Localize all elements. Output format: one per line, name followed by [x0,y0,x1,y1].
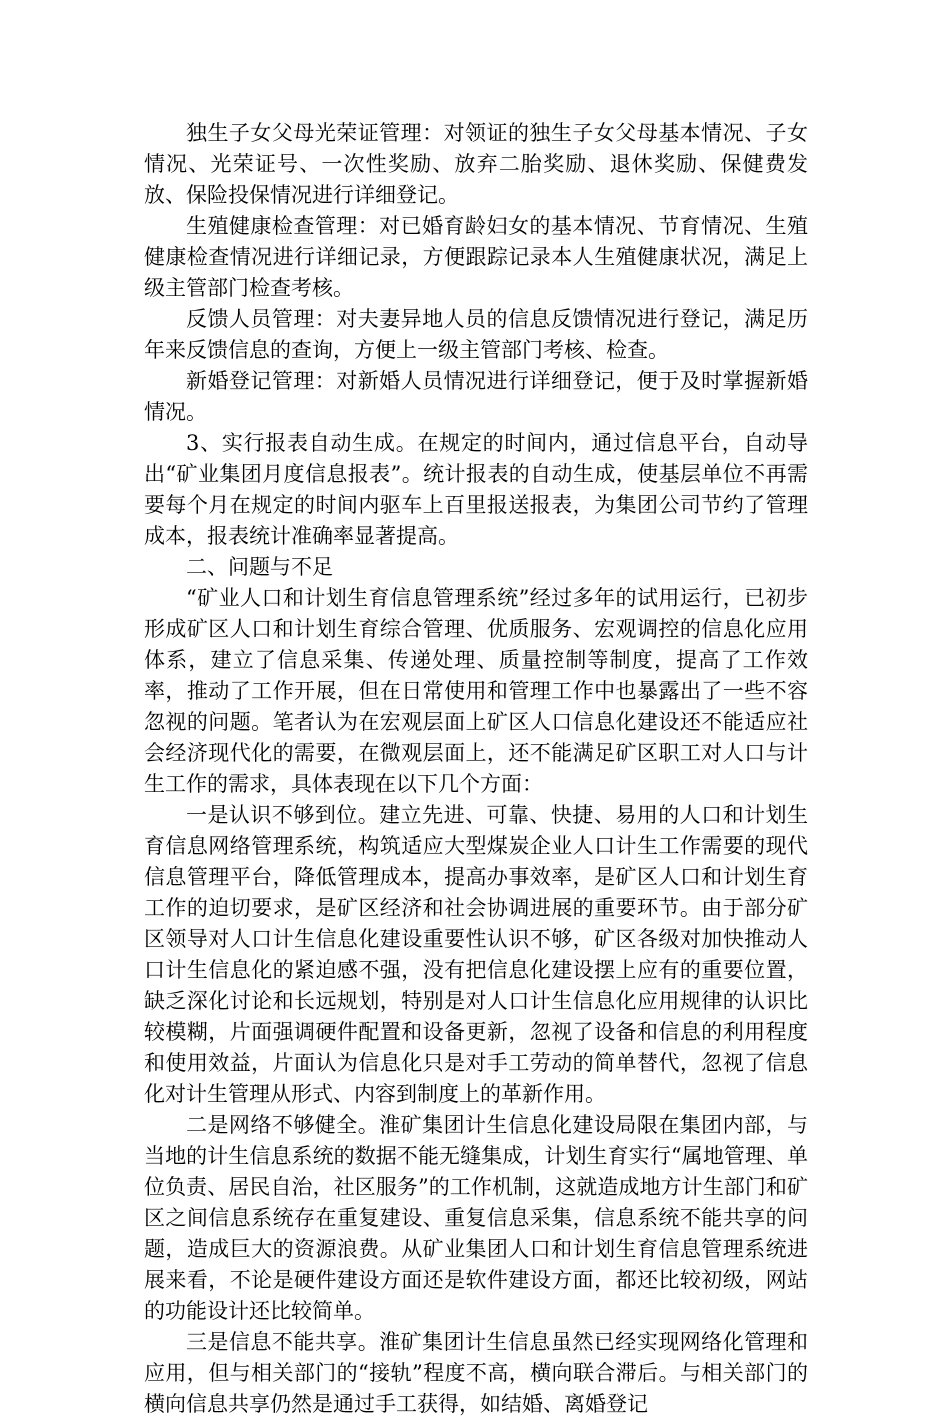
paragraph-information-sharing: 三是信息不能共享。淮矿集团计生信息虽然已经实现网络化管理和应用，但与相关部门的“接轨”程度不高，横向联合滞后。与相关部门的横向信息共享仍然是通过手工获得，如结婚、离婚登记 [144,1330,808,1416]
paragraph-network: 二是网络不够健全。淮矿集团计生信息化建设局限在集团内部，与当地的计生信息系统的数据不能无缝集成，计划生育实行“属地管理、单位负责、居民自治，社区服务”的工作机制，这就造成地方计生部门和矿区之间信息系统存在重复建设、重复信息采集，信息系统不能共享的问题，造成巨大的资源浪费。从矿业集团人口和计划生育信息管理系统进展来看，不论是硬件建设方面还是软件建设方面，都还比较初级，网站的功能设计还比较简单。 [144,1113,808,1323]
paragraph-marriage-registration: 新婚登记管理：对新婚人员情况进行详细登记，便于及时掌握新婚情况。 [144,369,808,424]
paragraph-feedback-personnel: 反馈人员管理：对夫妻异地人员的信息反馈情况进行登记，满足历年来反馈信息的查询，方便上一级主管部门考核、检查。 [144,307,808,362]
document-body [144,118,808,1420]
paragraph-system-overview: “矿业人口和计划生育信息管理系统”经过多年的试用运行，已初步形成矿区人口和计划生育综合管理、优质服务、宏观调控的信息化应用体系，建立了信息采集、传递处理、质量控制等制度，提高了工作效率，推动了工作开展，但在日常使用和管理工作中也暴露出了一些不容忽视的问题。笔者认为在宏观层面上矿区人口信息化建设还不能适应社会经济现代化的需要，在微观层面上，还不能满足矿区职工对人口与计生工作的需求，具体表现在以下几个方面： [144,586,808,796]
section-heading-problems: 二、问题与不足 [186,555,333,579]
paragraph-reproductive-health: 生殖健康检查管理：对已婚育龄妇女的基本情况、节育情况、生殖健康检查情况进行详细记录，方便跟踪记录本人生殖健康状况，满足上级主管部门检查考核。 [144,214,808,300]
paragraph-auto-report: 3、实行报表自动生成。在规定的时间内，通过信息平台，自动导出“矿业集团月度信息报表”。统计报表的自动生成，使基层单位不再需要每个月在规定的时间内驱车上百里报送报表，为集团公司节约了管理成本，报表统计准确率显著提高。 [144,431,808,548]
paragraph-awareness: 一是认识不够到位。建立先进、可靠、快捷、易用的人口和计划生育信息网络管理系统，构筑适应大型煤炭企业人口计生工作需要的现代信息管理平台，降低管理成本，提高办事效率，是矿区人口和计划生育工作的迫切要求，是矿区经济和社会协调进展的重要环节。由于部分矿区领导对人口计生信息化建设重要性认识不够，矿区各级对加快推动人口计生信息化的紧迫感不强，没有把信息化建设摆上应有的重要位置，缺乏深化讨论和长远规划，特别是对人口计生信息化应用规律的认识比较模糊，片面强调硬件配置和设备更新，忽视了设备和信息的利用程度和使用效益，片面认为信息化只是对手工劳动的简单替代，忽视了信息化对计生管理从形式、内容到制度上的革新作用。 [144,803,808,1106]
paragraph-only-child-certificate: 独生子女父母光荣证管理：对领证的独生子女父母基本情况、子女情况、光荣证号、一次性奖励、放弃二胎奖励、退休奖励、保健费发放、保险投保情况进行详细登记。 [144,121,808,207]
